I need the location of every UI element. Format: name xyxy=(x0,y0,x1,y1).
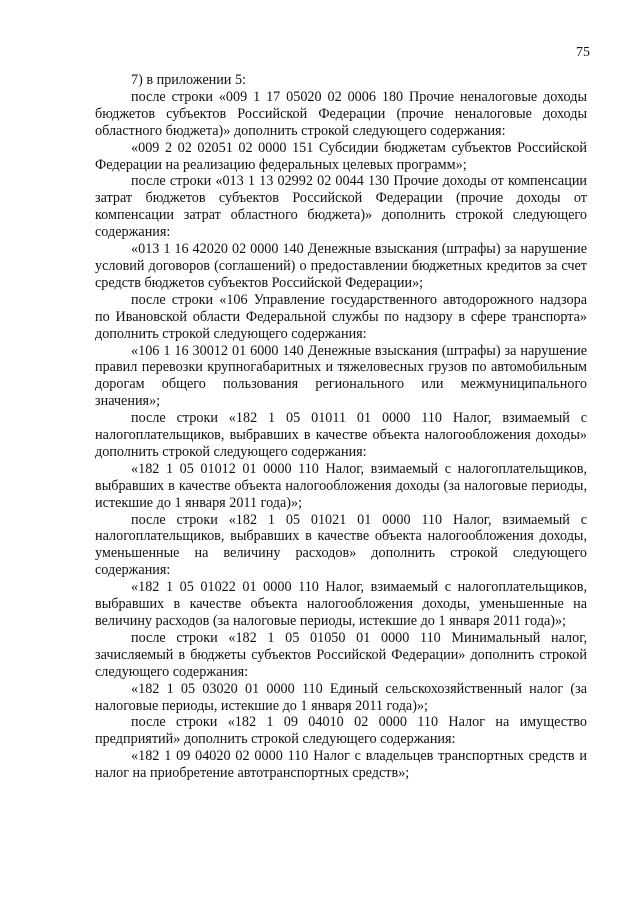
paragraph: после строки «182 1 05 01011 01 0000 110 Налог, взимаемый с налогоплательщиков, выбравших в качестве объекта налогообложения доходы» дополнить строкой следующего содержания: xyxy=(95,410,587,460)
paragraph: после строки «013 1 13 02992 02 0044 130 Прочие доходы от компенсации затрат бюджетов субъектов Российской Федерации (прочие доходы от компенсации затрат областного бюджета)» дополнить строкой следующего содержания: xyxy=(95,173,587,241)
paragraph: после строки «182 1 05 01021 01 0000 110 Налог, взимаемый с налогоплательщиков, выбравших в качестве объекта налогообложения доходы, уменьшенные на величину расходов» дополнить строкой следующего содержания: xyxy=(95,511,587,579)
paragraph: «013 1 16 42020 02 0000 140 Денежные взыскания (штрафы) за нарушение условий договоров (соглашений) о предоставлении бюджетных кредитов за счет средств бюджетов субъектов Российской Федерации»; xyxy=(95,241,587,291)
paragraph: после строки «009 1 17 05020 02 0006 180 Прочие неналоговые доходы бюджетов субъектов Российской Федерации (прочие неналоговые доходы областного бюджета)» дополнить строкой следующего содержания: xyxy=(95,88,587,139)
paragraph: 7) в приложении 5: xyxy=(131,72,246,88)
document-body xyxy=(95,72,587,782)
paragraph: после строки «182 1 09 04010 02 0000 110 Налог на имущество предприятий» дополнить строкой следующего содержания: xyxy=(95,714,587,748)
paragraph: после строки «106 Управление государственного автодорожного надзора по Ивановской области Федеральной службы по надзору в сфере транспорта» дополнить строкой следующего содержания: xyxy=(95,291,587,342)
paragraph: «009 2 02 02051 02 0000 151 Субсидии бюджетам субъектов Российской Федерации на реализацию федеральных целевых программ»; xyxy=(95,139,587,173)
paragraph: «106 1 16 30012 01 6000 140 Денежные взыскания (штрафы) за нарушение правил перевозки крупногабаритных и тяжеловесных грузов по автомобильным дорогам общего пользования регионального или межмуниципального значения»; xyxy=(95,342,587,410)
page-number: 75 xyxy=(576,45,590,60)
paragraph: после строки «182 1 05 01050 01 0000 110 Минимальный налог, зачисляемый в бюджеты субъектов Российской Федерации» дополнить строкой следующего содержания: xyxy=(95,629,587,680)
paragraph: «182 1 05 03020 01 0000 110 Единый сельскохозяйственный налог (за налоговые периоды, истекшие до 1 января 2011 года)»; xyxy=(95,680,587,714)
paragraph: «182 1 05 01022 01 0000 110 Налог, взимаемый с налогоплательщиков, выбравших в качестве объекта налогообложения доходы, уменьшенные на величину расходов (за налоговые периоды, истекшие до 1 января 2011 года)»; xyxy=(95,579,587,629)
paragraph: «182 1 09 04020 02 0000 110 Налог с владельцев транспортных средств и налог на приобретение автотранспортных средств»; xyxy=(95,748,587,782)
paragraph: «182 1 05 01012 01 0000 110 Налог, взимаемый с налогоплательщиков, выбравших в качестве объекта налогообложения доходы (за налоговые периоды, истекшие до 1 января 2011 года)»; xyxy=(95,460,587,511)
